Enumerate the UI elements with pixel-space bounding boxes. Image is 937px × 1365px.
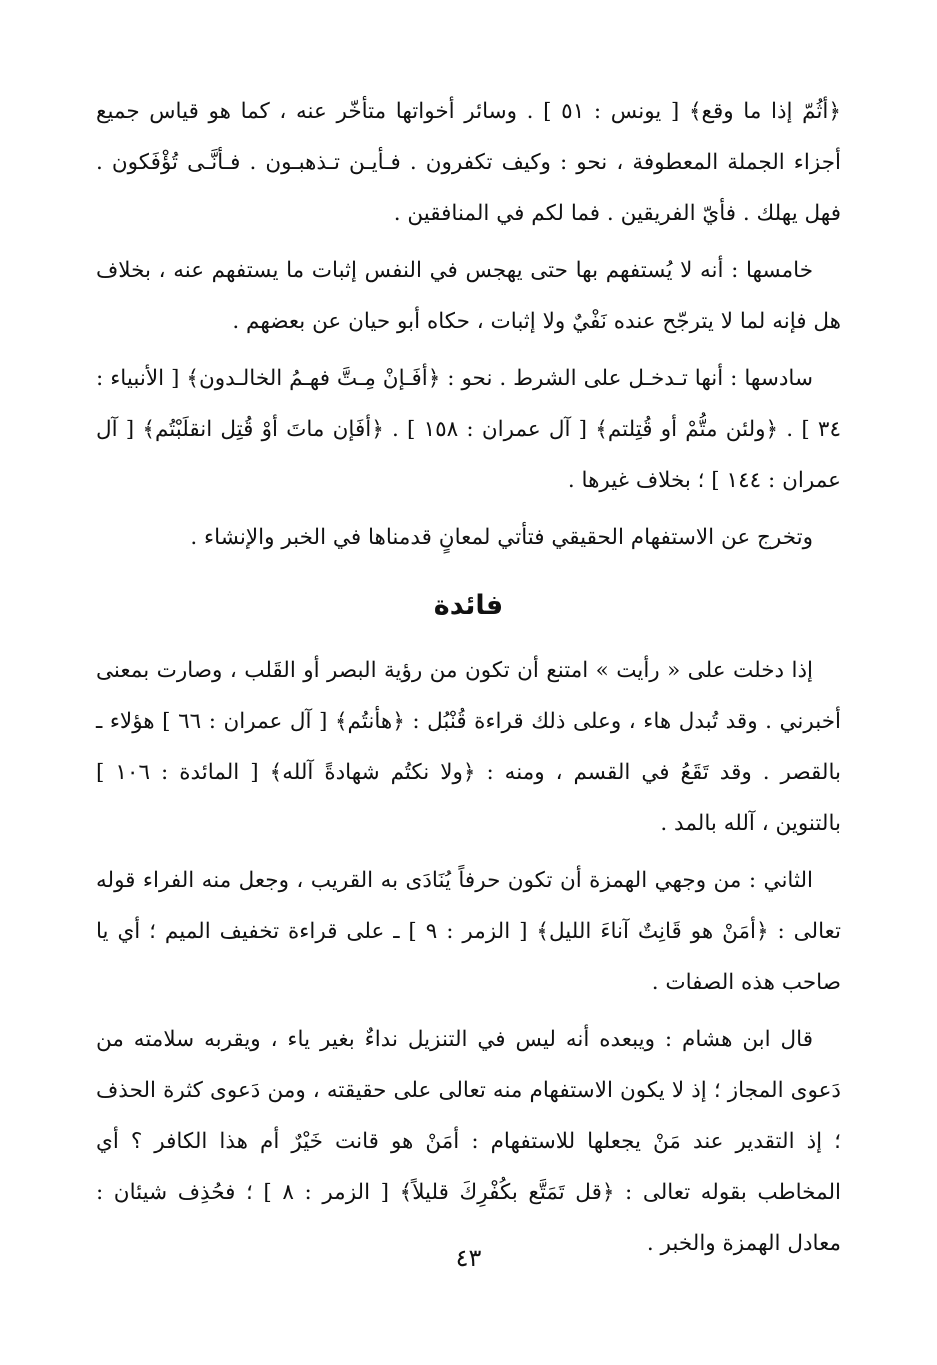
paragraph-second-aspect: الثاني : من وجهي الهمزة أن تكون حرفاً يُنَادَى به القريب ، وجعل منه الفراء قوله تعالى : ﴿أمَنْ هو قَانِتٌ آناءَ الليل﴾ [ الزمر : ٩ ] ـ على قراءة تخفيف الميم ؛ أي يا صاحب هذه الصفات . (96, 868, 842, 995)
paragraph-sixth-point: سادسها : أنها تـدخـل على الشرط . نحو : ﴿أفَـإنْ مِـتَّ فهـمُ الخالـدون﴾ [ الأنبياء : ٣٤ ] . ﴿ولئن متُّمْ أو قُتِلتم﴾ [ آل عمران : ١٥٨ ] . ﴿أفَإن ماتَ أوْ قُتِل انقلَبْتُم﴾ [ آل عمران : ١٤٤ ] ؛ بخلاف غيرها . (96, 366, 841, 493)
paragraph-continuation: ﴿أثُمّ إذا ما وقع﴾ [ يونس : ٥١ ] . وسائر أخواتها متأخّر عنه ، كما هو قياس جميع أجزاء الجملة المعطوفة ، نحو : وكيف تكفرون . فـأيـن تـذهبـون . فـأنَّـى تُؤْفَكون . فهل يهلك . فأيّ الفريقين . فما لكم في المنافقين . (96, 99, 841, 226)
paragraph-other-meanings: وتخرج عن الاستفهام الحقيقي فتأتي لمعانٍ قدمناها في الخبر والإنشاء . (190, 525, 813, 550)
paragraph-ibn-hisham: قال ابن هشام : ويبعده أنه ليس في التنزيل نداءٌ بغير ياء ، ويقربه سلامته من دَعوى المجاز ؛ إذ لا يكون الاستفهام منه تعالى على حقيقته ، ومن دَعوى كثرة الحذف ؛ إذ التقدير عند مَنْ يجعلها للاستفهام : أمَنْ هو قانت خَيْرٌ أم هذا الكافر ؟ أي المخاطب بقوله تعالى : ﴿قل تَمَتَّع بكُفْرِكَ قليلاً﴾ [ الزمر : ٨ ] ؛ فحُذِف شيئان : معادل الهمزة والخبر . (96, 1027, 841, 1256)
paragraph-fifth-point: خامسها : أنه لا يُستفهم بها حتى يهجس في النفس إثبات ما يستفهم عنه ، بخلاف هل فإنه لما لا يترجّح عنده نَفْيٌ ولا إثبات ، حكاه أبو حيان عن بعضهم . (96, 258, 841, 334)
section-heading: فائدة (433, 590, 504, 621)
paragraph-raayta: إذا دخلت على « رأيت » امتنع أن تكون من رؤية البصر أو القَلب ، وصارت بمعنى أخبرني . وقد تُبدل هاء ، وعلى ذلك قراءة قُنْبُل : ﴿هأنتُم﴾ [ آل عمران : ٦٦ ] هؤلاء ـ بالقصر . وقد تَقَعُ في القسم ، ومنه : ﴿ولا نكتُم شهادةً آلله﴾ [ المائدة : ١٠٦ ] بالتنوين ، آلله بالمد . (96, 658, 841, 836)
page-number: ٤٣ (455, 1244, 482, 1272)
